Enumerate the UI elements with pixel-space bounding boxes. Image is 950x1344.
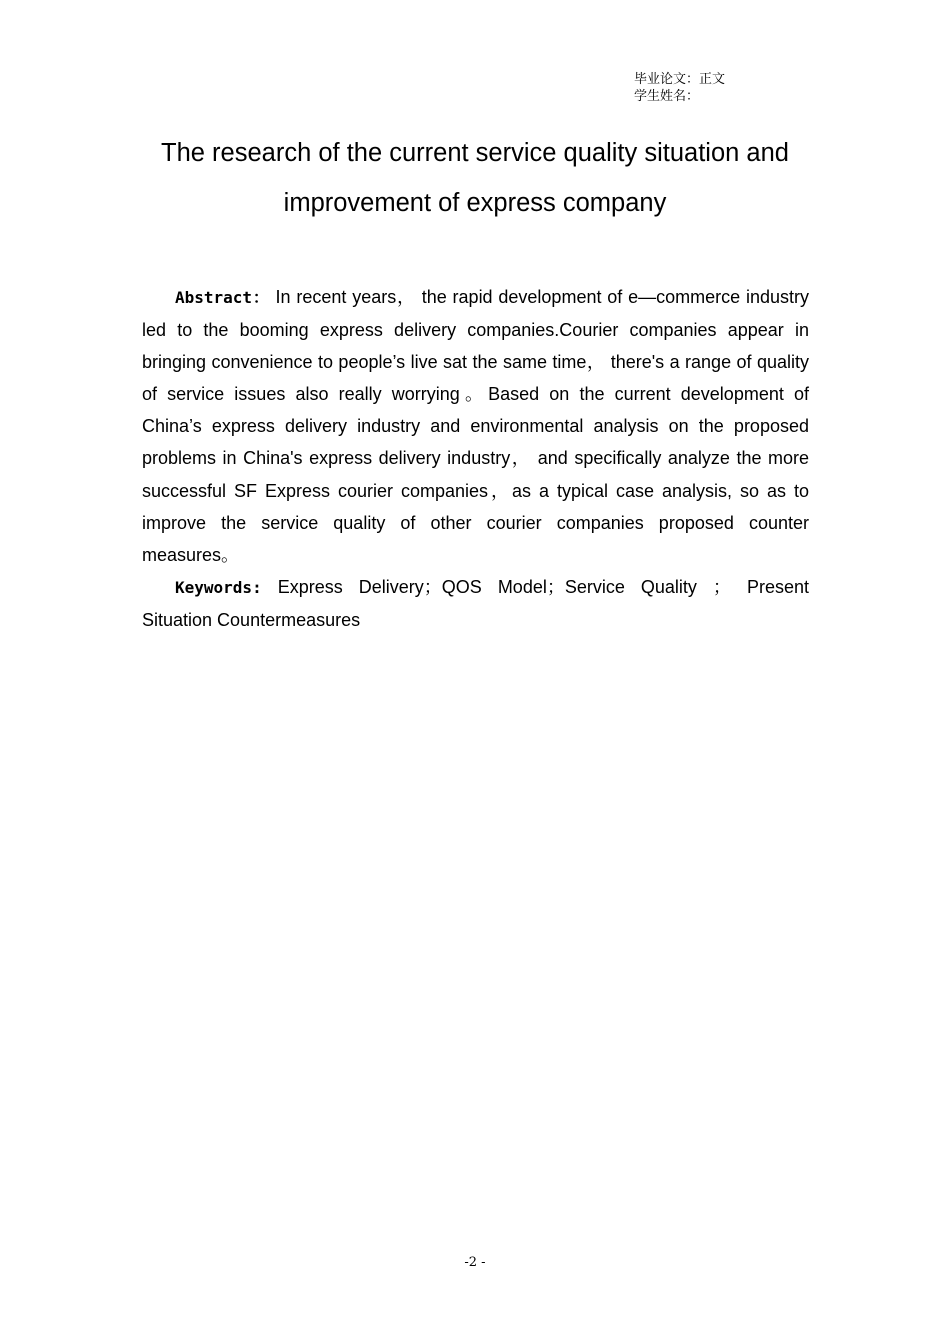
- abstract-text: In recent years， the rapid development of e—commerce industry led to the booming express delivery companies.Courier companies appear in bringing convenience to people’s live sat the same time， there's a range of quality of service issues also really worrying。Based on the current development of China’s express delivery industry and environmental analysis on the proposed problems in China's express delivery industry， and specifically analyze the more successful SF Express courier companies，as a typical case analysis, so as to improve the service quality of other courier companies proposed counter measures。: [142, 287, 809, 565]
- page-number: -2 -: [464, 1255, 486, 1270]
- header-student-name-label: 学生姓名：: [634, 89, 700, 104]
- keywords-paragraph: [142, 571, 809, 636]
- title-line-2: improvement of express company: [283, 189, 667, 217]
- abstract-paragraph: [142, 281, 809, 571]
- keywords-text: Express Delivery；QOS Model；Service Quality ； Present Situation Countermeasures: [142, 576, 809, 630]
- keywords-label: Keywords:: [175, 577, 262, 597]
- title-line-1: The research of the current service quality situation and: [161, 139, 789, 167]
- abstract-section: [142, 281, 809, 636]
- paper-title: [100, 128, 850, 228]
- abstract-label: Abstract：: [175, 288, 270, 307]
- header-thesis-label: 毕业论文：正文: [634, 72, 726, 87]
- page-header: [634, 71, 725, 105]
